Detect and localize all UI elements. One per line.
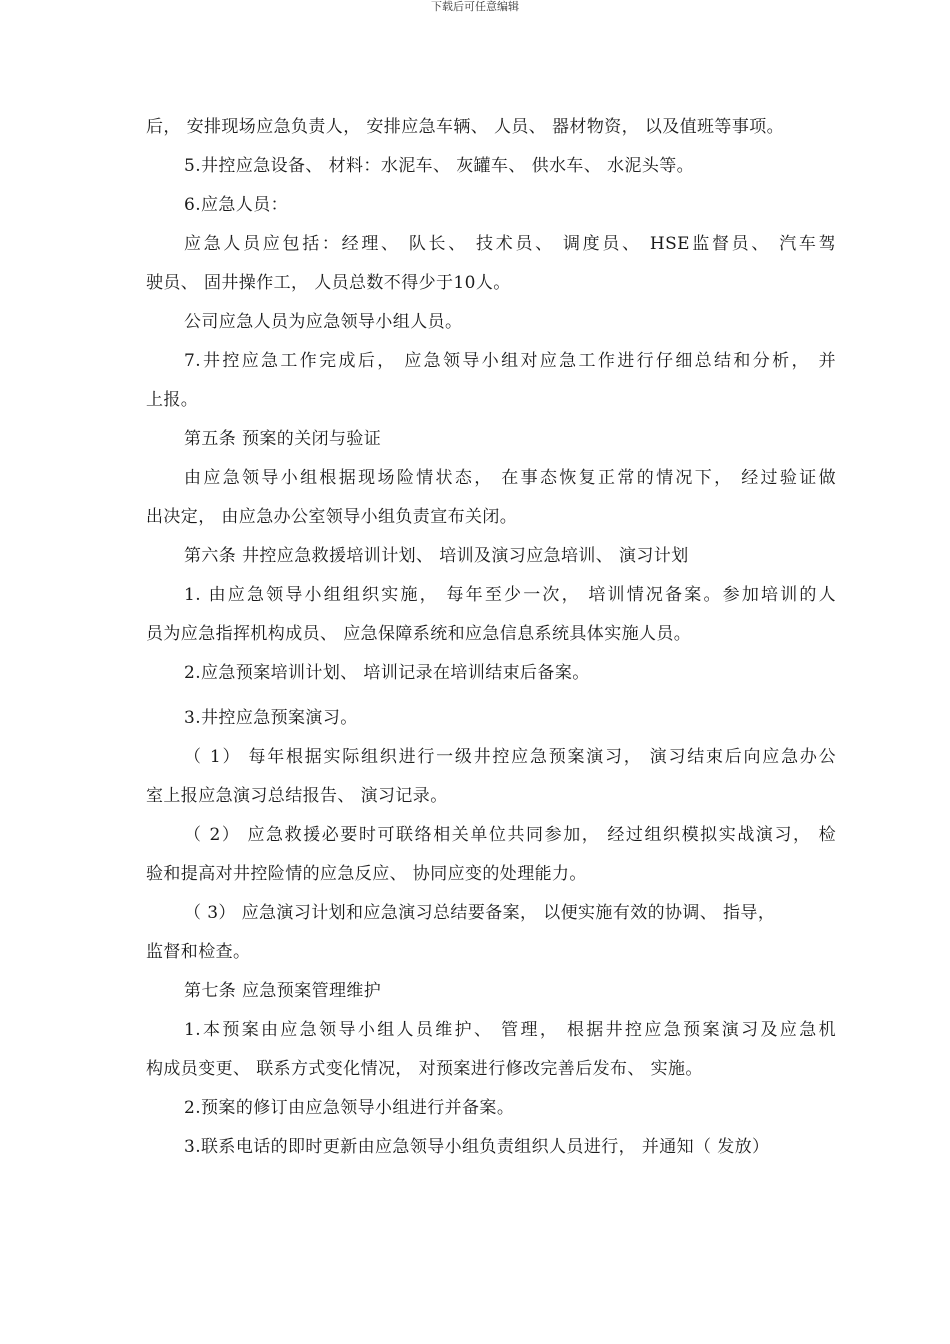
section-heading: 第七条 应急预案管理维护 [184,981,382,1001]
paragraph-line: （ 2） 应急救援必要时可联络相关单位共同参加， 经过组织模拟实战演习， 检 [184,825,836,845]
document-body [146,108,836,1167]
paragraph-line: 1.本预案由应急领导小组人员维护、 管理， 根据井控应急预案演习及应急机 [184,1020,836,1040]
paragraph-line: 后， 安排现场应急负责人， 安排应急车辆、 人员、 器材物资， 以及值班等事项。 [146,117,785,137]
page-header: 下载后可任意编辑 [431,0,519,13]
paragraph-line: 应急人员应包括：经理、 队长、 技术员、 调度员、 HSE监督员、 汽车驾 [184,234,836,254]
section-heading: 第六条 井控应急救援培训计划、 培训及演习应急培训、 演习计划 [184,546,689,566]
paragraph-line: 3.联系电话的即时更新由应急领导小组负责组织人员进行， 并通知（ 发放） [184,1137,770,1157]
paragraph-line: （ 3） 应急演习计划和应急演习总结要备案， 以便实施有效的协调、 指导， [184,903,776,923]
paragraph-line: 由应急领导小组根据现场险情状态， 在事态恢复正常的情况下， 经过验证做 [184,468,836,488]
paragraph-line: 驶员、 固井操作工， 人员总数不得少于10人。 [146,273,511,293]
section-heading: 第五条 预案的关闭与验证 [184,429,382,449]
paragraph-line: 员为应急指挥机构成员、 应急保障系统和应急信息系统具体实施人员。 [146,624,692,644]
paragraph-line: 公司应急人员为应急领导小组人员。 [184,312,463,332]
paragraph-line: 7.井控应急工作完成后， 应急领导小组对应急工作进行仔细总结和分析， 并 [184,351,836,371]
paragraph-line: 室上报应急演习总结报告、 演习记录。 [146,786,448,806]
paragraph-line: 6.应急人员： [184,195,289,215]
paragraph-line: 出决定， 由应急办公室领导小组负责宣布关闭。 [146,507,518,527]
paragraph-line: 5.井控应急设备、 材料：水泥车、 灰罐车、 供水车、 水泥头等。 [184,156,695,176]
paragraph-line: 构成员变更、 联系方式变化情况， 对预案进行修改完善后发布、 实施。 [146,1059,703,1079]
paragraph-line: 2.应急预案培训计划、 培训记录在培训结束后备案。 [184,663,590,683]
paragraph-line: 上报。 [146,390,199,410]
paragraph-line: 3.井控应急预案演习。 [184,708,358,728]
paragraph-line: 2.预案的修订由应急领导小组进行并备案。 [184,1098,515,1118]
paragraph-line: 验和提高对井控险情的应急反应、 协同应变的处理能力。 [146,864,587,884]
paragraph-line: 1. 由应急领导小组组织实施， 每年至少一次， 培训情况备案。参加培训的人 [184,585,836,605]
paragraph-line: （ 1） 每年根据实际组织进行一级井控应急预案演习， 演习结束后向应急办公 [184,747,836,767]
paragraph-line: 监督和检查。 [146,942,251,962]
